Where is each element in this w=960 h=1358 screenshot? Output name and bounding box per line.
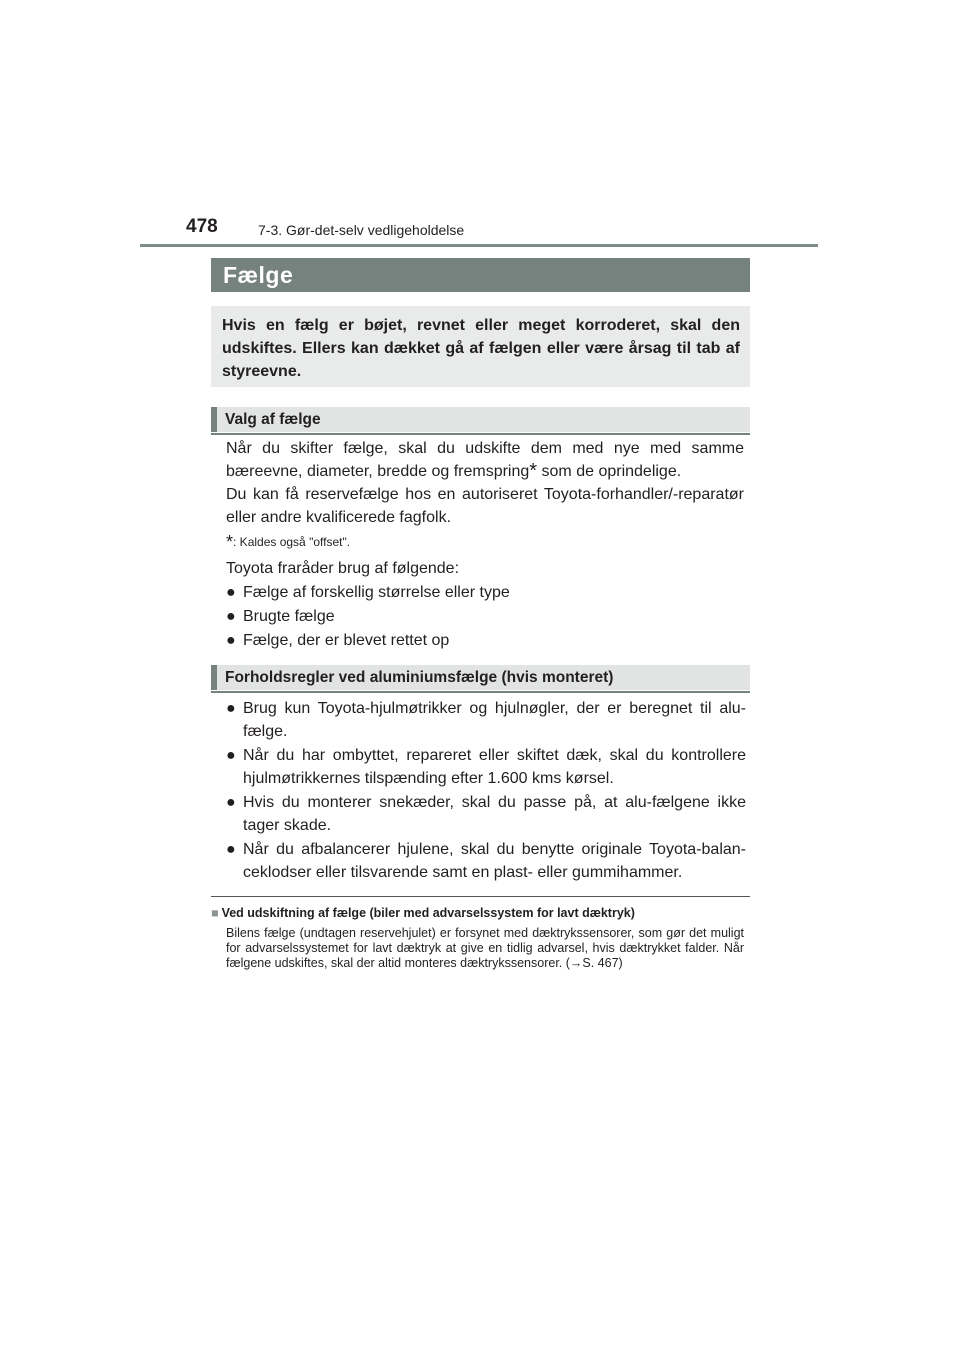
list-item-text: Hvis du monterer snekæder, skal du passe på, at alu-fælgene ikke tager skade. <box>243 794 746 834</box>
list-item <box>226 744 746 790</box>
section2-list <box>226 697 746 884</box>
footnote <box>226 532 350 553</box>
page-title: Fælge <box>211 258 750 292</box>
subheading-text: Forholdsregler ved aluminiumsfælge (hvis monteret) <box>225 669 614 686</box>
note-body: Bilens fælge (undtagen reservehjulet) er forsynet med dæktrykssensorer, som gør det muligt for advarselssystemet for lavt dæktryk at give en tidlig advarsel, hvis dæktrykket falder. Når fælgene udskiftes, skal der altid monteres dæktrykssensorer. (→S. 467) <box>226 926 744 970</box>
note-heading-text: Ved udskiftning af fælge (biler med advarselssystem for lavt dæktryk) <box>221 906 635 920</box>
list-intro: Toyota fraråder brug af følgende: <box>226 560 460 577</box>
paragraph: Du kan få reservefælge hos en autoriseret Toyota-forhandler/-reparatør eller andre kvalificerede fagfolk. <box>226 486 744 526</box>
footnote-text: : Kaldes også "offset". <box>233 535 351 549</box>
intro-box <box>211 306 750 387</box>
list-item <box>226 838 746 884</box>
list-item-text: Fælge af forskellig størrelse eller type <box>243 584 510 601</box>
list-item <box>226 697 746 743</box>
bullet-icon: ● <box>226 700 236 717</box>
list-item-text: Når du afbalancerer hjulene, skal du benytte originale Toyota-balan-ceklodser eller tilsvarende samt en plast- eller gummihammer. <box>243 841 746 881</box>
asterisk: * <box>226 532 234 552</box>
text: Når du skifter fælge, skal du udskifte dem med nye med samme bæreevne, diameter, bredde og fremspring <box>226 440 744 480</box>
header-divider <box>140 244 818 247</box>
list-item-text: Fælge, der er blevet rettet op <box>243 632 450 649</box>
bullet-icon: ● <box>226 794 236 811</box>
list-item <box>226 605 746 628</box>
section-title: 7-3. Gør-det-selv vedligeholdelse <box>258 222 465 238</box>
asterisk: * <box>529 460 538 482</box>
subheading-valg-af-faelge <box>211 407 750 432</box>
list-item-text: Brugte fælge <box>243 608 335 625</box>
list-item-text: Når du har ombyttet, repareret eller skiftet dæk, skal du kontrollere hjulmøtrikkernes tilspænding efter 1.600 kms kørsel. <box>243 747 746 787</box>
subheading-text: Valg af fælge <box>225 411 321 428</box>
paragraph <box>226 437 744 483</box>
page-number: 478 <box>186 216 218 237</box>
text: som de oprindelige. <box>537 463 682 480</box>
list-item <box>226 791 746 837</box>
note-divider <box>211 896 750 897</box>
bullet-icon: ● <box>226 632 236 649</box>
bullet-icon: ● <box>226 841 236 858</box>
note-heading <box>211 906 635 920</box>
intro-text: Hvis en fælg er bøjet, revnet eller meget korroderet, skal den udskiftes. Ellers kan dækket gå af fælgen eller være årsag til tab af styreevne. <box>222 317 740 380</box>
list-item-text: Brug kun Toyota-hjulmøtrikker og hjulnøgler, der er beregnet til alu-fælge. <box>243 700 746 740</box>
bullet-icon: ● <box>226 608 236 625</box>
list-item <box>226 629 746 652</box>
bullet-icon: ● <box>226 747 236 764</box>
bullet-icon: ● <box>226 584 236 601</box>
section1-list <box>226 557 746 652</box>
subheading-aluminiumsfaelge <box>211 665 750 690</box>
list-item <box>226 581 746 604</box>
square-bullet-icon: ■ <box>211 906 219 920</box>
section1-body <box>226 437 744 529</box>
